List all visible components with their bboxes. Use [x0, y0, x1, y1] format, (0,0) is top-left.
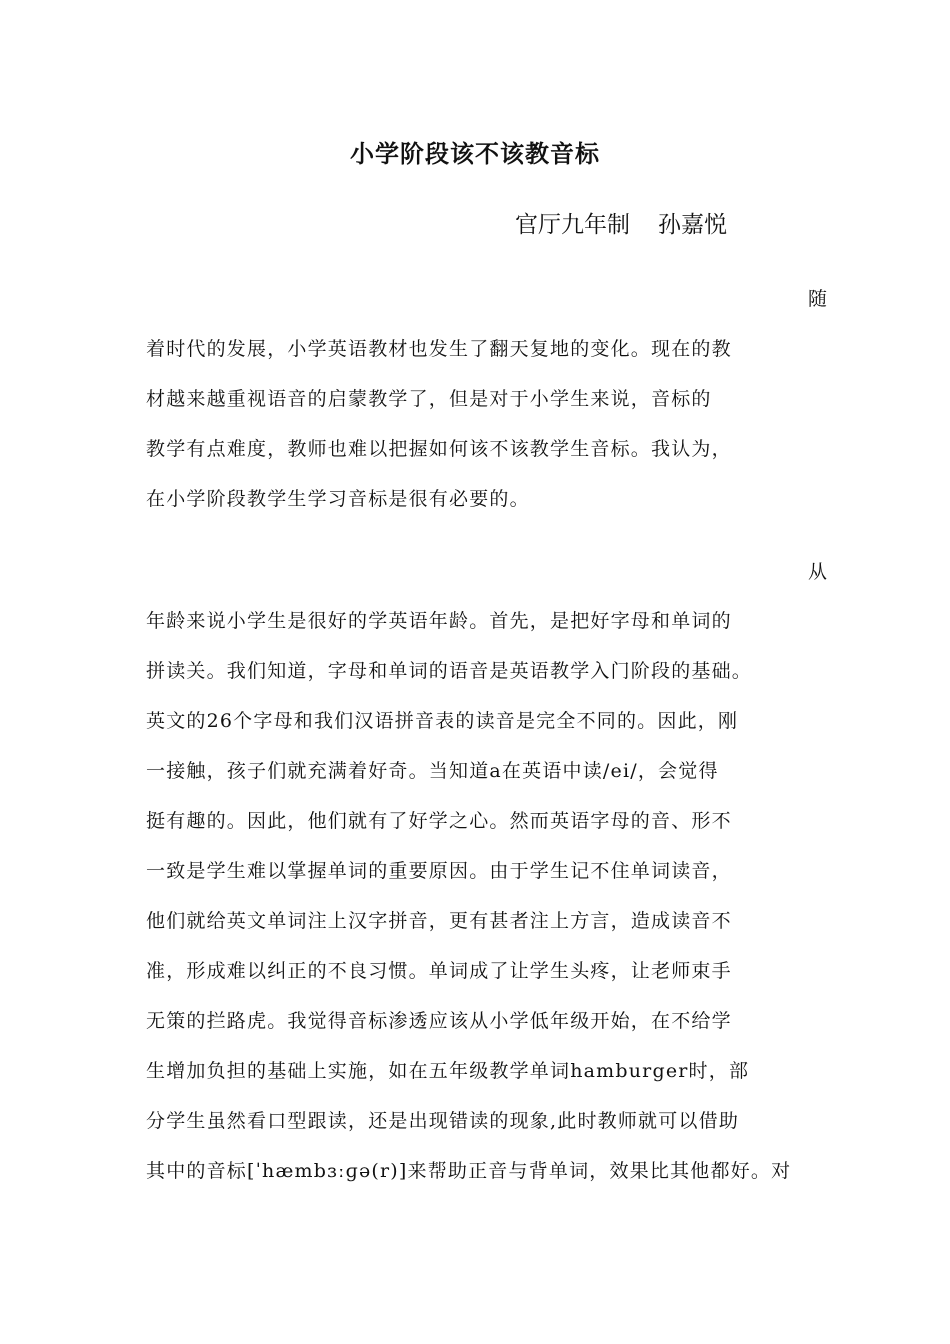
paragraph-2-line: 挺有趣的。因此，他们就有了好学之心。然而英语字母的音、形不 [146, 810, 732, 832]
paragraph-2-line: 年龄来说小学生是很好的学英语年龄。首先，是把好字母和单词的 [146, 610, 732, 632]
paragraph-2-line: 分学生虽然看口型跟读，还是出现错读的现象,此时教师就可以借助 [146, 1110, 740, 1132]
paragraph-1-line: 教学有点难度，教师也难以把握如何该不该教学生音标。我认为， [146, 438, 732, 460]
paragraph-1-line: 着时代的发展，小学英语教材也发生了翻天复地的变化。现在的教 [146, 338, 732, 360]
author-school: 官厅九年制 [515, 212, 630, 238]
paragraph-1-line: 材越来越重视语音的启蒙教学了，但是对于小学生来说，音标的 [146, 388, 712, 410]
paragraph-2-line: 准，形成难以纠正的不良习惯。单词成了让学生头疼，让老师束手 [146, 960, 732, 982]
author-line [515, 206, 727, 239]
paragraph-2-first-char: 从 [808, 561, 828, 583]
paragraph-2-line: 英文的26个字母和我们汉语拼音表的读音是完全不同的。因此，刚 [146, 710, 739, 732]
paragraph-2-line: 拼读关。我们知道，字母和单词的语音是英语教学入门阶段的基础。 [146, 660, 753, 682]
paragraph-2-line: 一接触，孩子们就充满着好奇。当知道a在英语中读/ei/，会觉得 [146, 760, 719, 782]
paragraph-2-line: 他们就给英文单词注上汉字拼音，更有甚者注上方言，造成读音不 [146, 910, 732, 932]
paragraph-2-line: 其中的音标[ˈhæmbɜːɡə(r)]来帮助正音与背单词，效果比其他都好。对 [146, 1160, 792, 1182]
document-title: 小学阶段该不该教音标 [350, 139, 600, 168]
paragraph-2-line: 无策的拦路虎。我觉得音标渗透应该从小学低年级开始，在不给学 [146, 1010, 732, 1032]
paragraph-2-line: 一致是学生难以掌握单词的重要原因。由于学生记不住单词读音， [146, 860, 732, 882]
paragraph-1-first-char: 随 [808, 288, 828, 310]
author-name: 孙嘉悦 [658, 212, 727, 238]
paragraph-2-line: 生增加负担的基础上实施，如在五年级教学单词hamburger时，部 [146, 1060, 750, 1082]
paragraph-1-line: 在小学阶段教学生学习音标是很有必要的。 [146, 488, 530, 510]
